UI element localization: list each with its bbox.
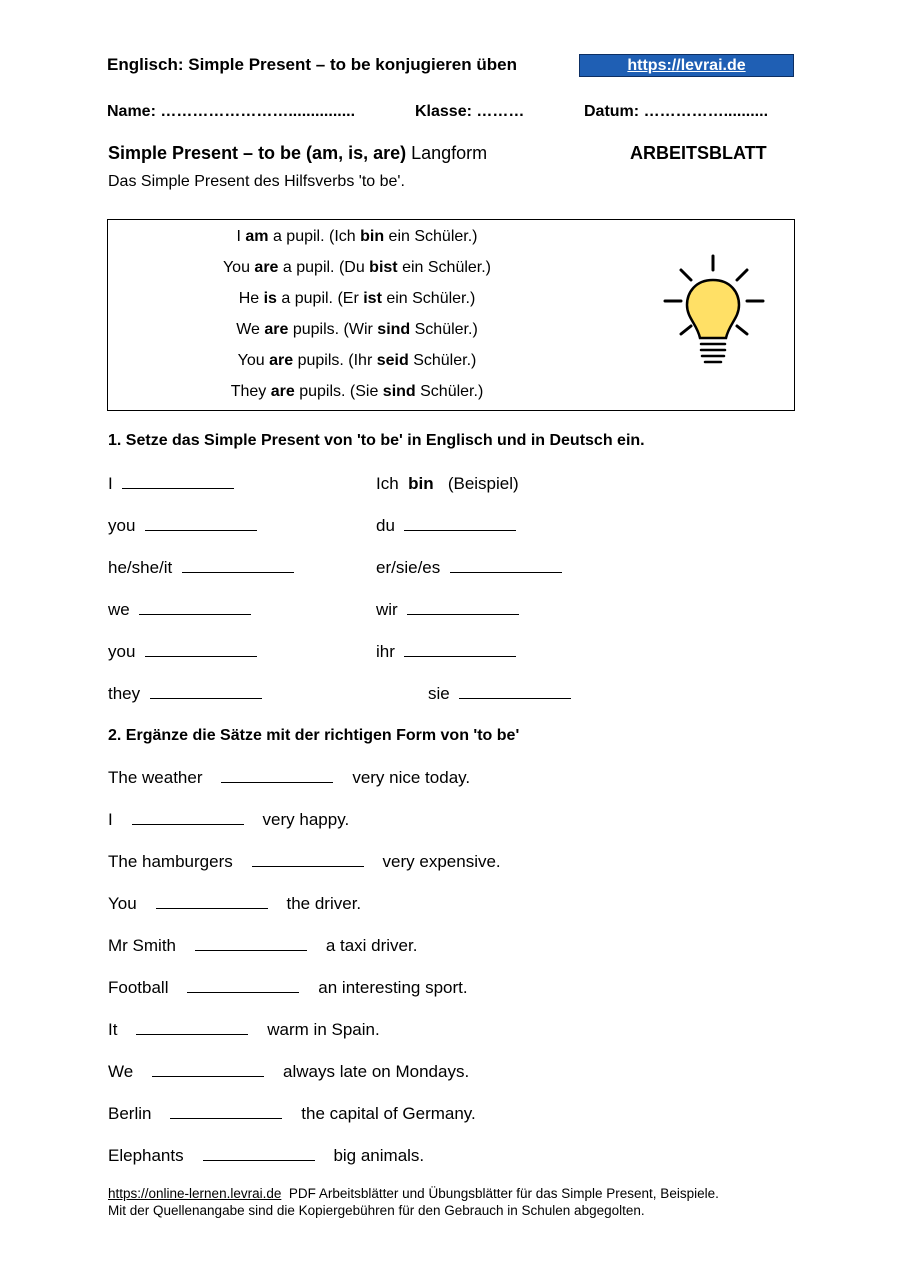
sentence-subject: Football (108, 978, 169, 997)
footer-link[interactable]: https://online-lernen.levrai.de (108, 1186, 282, 1201)
example-german-verb: sind (377, 321, 411, 338)
example-sentence (107, 383, 607, 401)
sentence-row (108, 1104, 476, 1124)
sentence-rest: an interesting sport. (318, 978, 468, 997)
answer-blank[interactable] (136, 1020, 248, 1035)
answer-blank[interactable] (404, 516, 516, 531)
sentence-subject: Mr Smith (108, 936, 176, 955)
sentence-row (108, 1146, 424, 1166)
example-end: ein Schüler.) (384, 228, 478, 245)
example-middle: pupils. (Ihr (293, 352, 377, 369)
datum-dots: …………….......... (643, 103, 769, 120)
conjugation-row-german (428, 684, 571, 704)
answer-blank[interactable] (170, 1104, 282, 1119)
sentence-rest: very expensive. (382, 852, 501, 871)
answer-blank[interactable] (182, 558, 294, 573)
answer-blank[interactable] (152, 1062, 264, 1077)
english-pronoun: he/she/it (108, 558, 173, 577)
example-pronoun: You (222, 259, 255, 276)
example-middle: a pupil. (Er (276, 290, 364, 307)
example-sentence (107, 228, 607, 246)
klasse-field (415, 103, 524, 121)
example-end: ein Schüler.) (397, 259, 492, 276)
footer-line2: Mit der Quellenangabe sind die Kopiergebühren für den Gebrauch in Schulen abgegolten. (108, 1203, 645, 1218)
german-pronoun: Ich (376, 474, 399, 493)
example-sentence (107, 290, 607, 308)
section2-heading: 2. Ergänze die Sätze mit der richtigen Form von 'to be' (108, 727, 520, 744)
sentence-subject: I (108, 810, 113, 829)
answer-blank[interactable] (145, 516, 257, 531)
conjugation-row-german (376, 642, 516, 662)
answer-blank[interactable] (450, 558, 562, 573)
conjugation-row-english (108, 558, 294, 578)
sentence-rest: big animals. (333, 1146, 425, 1165)
conjugation-row-german (376, 558, 562, 578)
german-pronoun: sie (428, 684, 450, 703)
example-end: ein Schüler.) (381, 290, 476, 307)
sentence-row (108, 978, 468, 998)
example-verb: are (254, 259, 279, 276)
sentence-rest: always late on Mondays. (283, 1062, 470, 1081)
answer-blank[interactable] (459, 684, 571, 699)
example-middle: a pupil. (Ich (268, 228, 361, 245)
example-end: Schüler.) (410, 321, 478, 338)
german-pronoun: wir (376, 600, 398, 619)
sentence-rest: warm in Spain. (267, 1020, 380, 1039)
example-end: Schüler.) (415, 383, 484, 400)
datum-label: Datum: (584, 103, 640, 120)
name-dots: ……………………............... (160, 103, 356, 120)
answer-blank[interactable] (187, 978, 299, 993)
sheet-label: ARBEITSBLATT (630, 143, 767, 163)
answer-blank[interactable] (407, 600, 519, 615)
conjugation-row-german (376, 474, 519, 494)
answer-blank[interactable] (132, 810, 244, 825)
answer-blank[interactable] (404, 642, 516, 657)
example-sentence (107, 321, 607, 339)
english-pronoun: you (108, 642, 136, 661)
page-subtitle: Das Simple Present des Hilfsverbs 'to be'. (108, 173, 405, 190)
answer-blank[interactable] (139, 600, 251, 615)
levrai-link[interactable]: https://levrai.de (579, 54, 794, 77)
sentence-row (108, 894, 361, 914)
example-pronoun: We (236, 321, 265, 338)
sentence-rest: a taxi driver. (325, 936, 418, 955)
example-pronoun: You (237, 352, 270, 369)
datum-field (584, 103, 768, 121)
conjugation-row-german (376, 600, 519, 620)
sentence-row (108, 1062, 469, 1082)
klasse-label: Klasse: (415, 103, 472, 120)
sentence-rest: the capital of Germany. (301, 1104, 476, 1123)
example-verb: is (263, 290, 277, 307)
example-verb: am (245, 228, 269, 245)
example-verb: are (264, 321, 289, 338)
sentence-subject: Berlin (108, 1104, 152, 1123)
example-end: Schüler.) (408, 352, 477, 369)
answer-blank[interactable] (195, 936, 307, 951)
example-german-verb: seid (376, 352, 409, 369)
answer-blank[interactable] (122, 474, 234, 489)
answer-blank[interactable] (221, 768, 333, 783)
english-pronoun: I (108, 474, 113, 493)
example-german-verb: ist (363, 290, 382, 307)
example-pronoun: I (236, 228, 246, 245)
footer-line1 (108, 1186, 719, 1201)
worksheet-header-title: Englisch: Simple Present – to be konjugieren üben (107, 55, 517, 74)
page-title-bold: Simple Present – to be (am, is, are) (108, 143, 407, 163)
conjugation-row-english (108, 474, 234, 494)
name-field (107, 103, 355, 121)
example-pronoun: He (238, 290, 264, 307)
example-sentence (107, 352, 607, 370)
german-pronoun: du (376, 516, 395, 535)
conjugation-row-english (108, 516, 257, 536)
name-label: Name: (107, 103, 156, 120)
sentence-rest: very happy. (262, 810, 350, 829)
example-german-verb: bist (369, 259, 398, 276)
sentence-rest: very nice today. (352, 768, 471, 787)
sentence-subject: We (108, 1062, 134, 1081)
sentence-subject: The hamburgers (108, 852, 233, 871)
example-note: (Beispiel) (447, 474, 519, 493)
example-middle: pupils. (Wir (288, 321, 378, 338)
sentence-subject: It (108, 1020, 118, 1039)
sentence-subject: You (108, 894, 137, 913)
sentence-row (108, 768, 470, 788)
english-pronoun: they (108, 684, 141, 703)
english-pronoun: you (108, 516, 136, 535)
sentence-row (108, 936, 417, 956)
example-sentence (107, 259, 607, 277)
example-verb: are (270, 383, 295, 400)
sentence-row (108, 852, 501, 872)
example-middle: pupils. (Sie (294, 383, 383, 400)
sentence-row (108, 810, 349, 830)
example-pronoun: They (230, 383, 271, 400)
example-german-verb: sind (382, 383, 416, 400)
answer-blank[interactable] (252, 852, 364, 867)
answer-blank[interactable] (203, 1146, 315, 1161)
sentence-row (108, 1020, 380, 1040)
sentence-subject: The weather (108, 768, 203, 787)
section1-heading: 1. Setze das Simple Present von 'to be' in Englisch und in Deutsch ein. (108, 432, 645, 449)
answer-blank[interactable] (156, 894, 268, 909)
lightbulb-icon (655, 248, 770, 373)
klasse-dots: ……… (476, 103, 525, 120)
conjugation-row-english (108, 684, 262, 704)
footer-text1: PDF Arbeitsblätter und Übungsblätter für das Simple Present, Beispiele. (288, 1186, 719, 1201)
sentence-rest: the driver. (286, 894, 362, 913)
conjugation-row-english (108, 600, 251, 620)
sentence-subject: Elephants (108, 1146, 184, 1165)
page-title (108, 143, 487, 164)
answer-blank[interactable] (150, 684, 262, 699)
conjugation-row-english (108, 642, 257, 662)
conjugation-row-german (376, 516, 516, 536)
german-pronoun: er/sie/es (376, 558, 441, 577)
example-verb: are (269, 352, 294, 369)
answer-blank[interactable] (145, 642, 257, 657)
english-pronoun: we (108, 600, 130, 619)
page-title-normal: Langform (411, 143, 488, 163)
example-german-verb: bin (360, 228, 385, 245)
example-answer: bin (408, 474, 434, 493)
example-middle: a pupil. (Du (278, 259, 370, 276)
german-pronoun: ihr (376, 642, 395, 661)
